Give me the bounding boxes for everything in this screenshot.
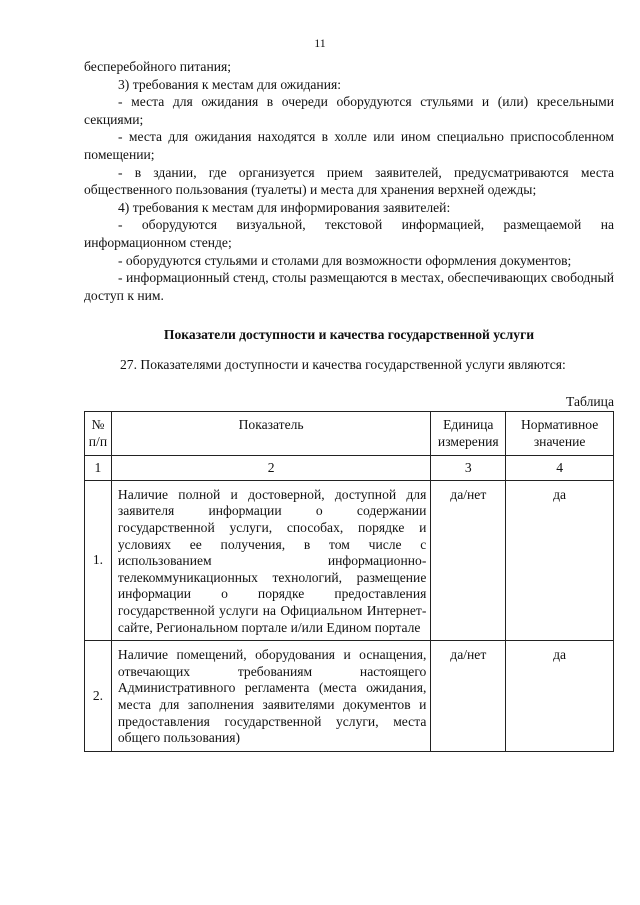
header-indicator: Показатель (111, 412, 430, 456)
header-norm: Нормативное значение (506, 412, 614, 456)
table-header-row (85, 412, 614, 456)
column-number: 4 (506, 456, 614, 481)
column-number: 2 (111, 456, 430, 481)
row-unit: да/нет (431, 641, 506, 752)
paragraph: бесперебойного питания; (84, 59, 232, 74)
intro-paragraph: 27. Показателями доступности и качества государственной услуги являются: (120, 356, 566, 372)
row-indicator: Наличие полной и достоверной, доступной для заявителя информации о содержании государственной услуги, способах, порядке и условиях ее получения, в том числе с использованием информационно-телекоммуникационных технологий, размещение информации о порядке предоставления государственной услуги на Официальном Интернет-сайте, Региональном портале и/или Едином портале (111, 480, 430, 640)
paragraph: 3) требования к местам для ожидания: (118, 76, 342, 92)
row-index: 2. (85, 641, 112, 752)
row-indicator: Наличие помещений, оборудования и оснащения, отвечающих требованиям настоящего Административного регламента (места ожидания, места для заполнения заявителями документов и предоставления государственной услуги, места общего пользования) (111, 641, 430, 752)
paragraph: - в здании, где организуется прием заявителей, предусматриваются места общественного пользования (туалеты) и места для хранения верхней одежды; (84, 164, 614, 198)
paragraph: - информационный стенд, столы размещаются в местах, обеспечивающих свободный доступ к ним. (84, 270, 614, 303)
header-number: № п/п (85, 412, 112, 456)
row-norm: да (506, 641, 614, 752)
paragraph: - оборудуются визуальной, текстовой информацией, размещаемой на информационном стенде; (84, 217, 614, 250)
table-caption: Таблица (566, 393, 614, 409)
column-number: 3 (431, 456, 506, 481)
row-index: 1. (85, 480, 112, 640)
table-row (85, 480, 614, 640)
paragraph: - места для ожидания находятся в холле или ином специально приспособленном помещении; (84, 129, 614, 162)
section-heading: Показатели доступности и качества государственной услуги (163, 327, 535, 343)
column-number-row (85, 456, 614, 481)
paragraph: 4) требования к местам для информирования заявителей: (118, 199, 451, 215)
header-unit: Единица измерения (431, 412, 506, 456)
page-number: 11 (314, 36, 326, 50)
table-row (85, 641, 614, 752)
column-number: 1 (85, 456, 112, 481)
document-body (84, 58, 614, 752)
paragraph: - оборудуются стульями и столами для возможности оформления документов; (118, 252, 572, 268)
paragraph: - места для ожидания в очереди оборудуются стульями и (или) кресельными секциями; (84, 94, 614, 127)
row-unit: да/нет (431, 480, 506, 640)
indicators-table (84, 411, 614, 752)
row-norm: да (506, 480, 614, 640)
